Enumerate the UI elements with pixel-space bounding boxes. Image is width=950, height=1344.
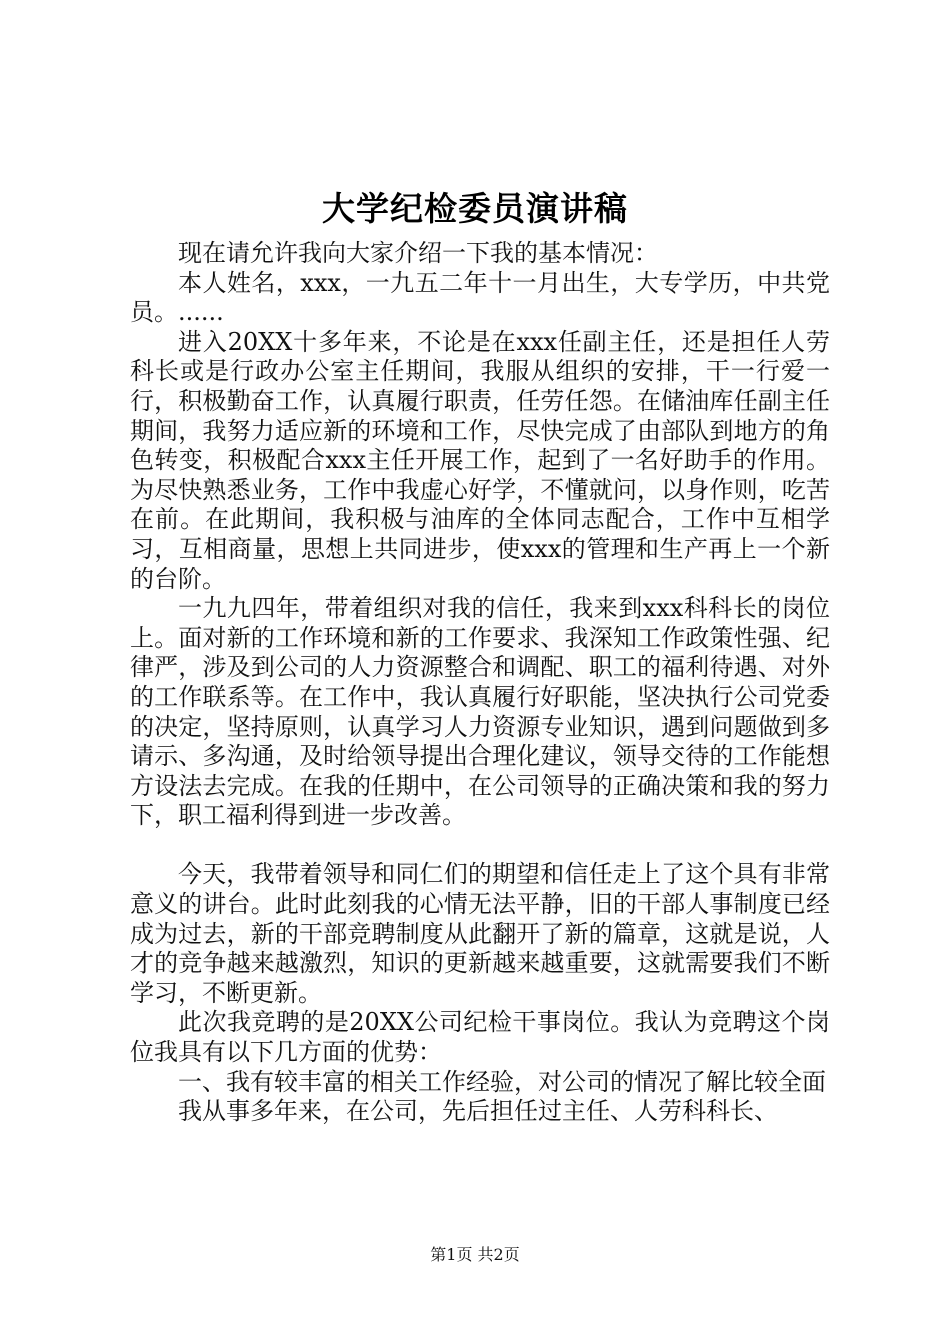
document-title: 大学纪检委员演讲稿 (322, 189, 628, 228)
body-paragraph: 进入20XX十多年来，不论是在xxx任副主任，还是担任人劳科长或是行政办公室主任期间，我服从组织的安排，干一行爱一行，积极勤奋工作，认真履行职责，任劳任怨。在储油库任副主任期间，我努力适应新的环境和工作，尽快完成了由部队到地方的角色转变，积极配合xxx主任开展工作，起到了一名好助手的作用。为尽快熟悉业务，工作中我虚心好学，不懂就问，以身作则，吃苦在前。在此期间，我积极与油库的全体同志配合，工作中互相学习，互相商量，思想上共同进步，使xxx的管理和生产再上一个新的台阶。 (130, 327, 830, 593)
body-paragraph: 现在请允许我向大家介绍一下我的基本情况： (178, 239, 658, 267)
body-paragraph: 此次我竞聘的是20XX公司纪检干事岗位。我认为竞聘这个岗位我具有以下几方面的优势： (130, 1008, 830, 1067)
body-paragraph: 一、我有较丰富的相关工作经验，对公司的情况了解比较全面 (178, 1067, 826, 1096)
body-paragraph: 今天，我带着领导和同仁们的期望和信任走上了这个具有非常意义的讲台。此时此刻我的心情无法平静，旧的干部人事制度已经成为过去，新的干部竞聘制度从此翻开了新的篇章，这就是说，人才的竞争越来越激烈，知识的更新越来越重要，这就需要我们不断学习，不断更新。 (130, 860, 830, 1007)
page-footer: 第1页 共2页 (430, 1245, 520, 1264)
body-paragraph: 我从事多年来，在公司，先后担任过主任、人劳科科长、 (178, 1097, 778, 1126)
document-body (130, 239, 830, 1127)
body-paragraph: 一九九四年，带着组织对我的信任，我来到xxx科科长的岗位上。面对新的工作环境和新的工作要求、我深知工作政策性强、纪律严，涉及到公司的人力资源整合和调配、职工的福利待遇、对外的工作联系等。在工作中，我认真履行好职能，坚决执行公司党委的决定，坚持原则，认真学习人力资源专业知识，遇到问题做到多请示、多沟通，及时给领导提出合理化建议，领导交待的工作能想方设法去完成。在我的任期中，在公司领导的正确决策和我的努力下，职工福利得到进一步改善。 (130, 594, 830, 830)
body-paragraph: 本人姓名，xxx，一九五二年十一月出生，大专学历，中共党员。...... (130, 268, 830, 327)
